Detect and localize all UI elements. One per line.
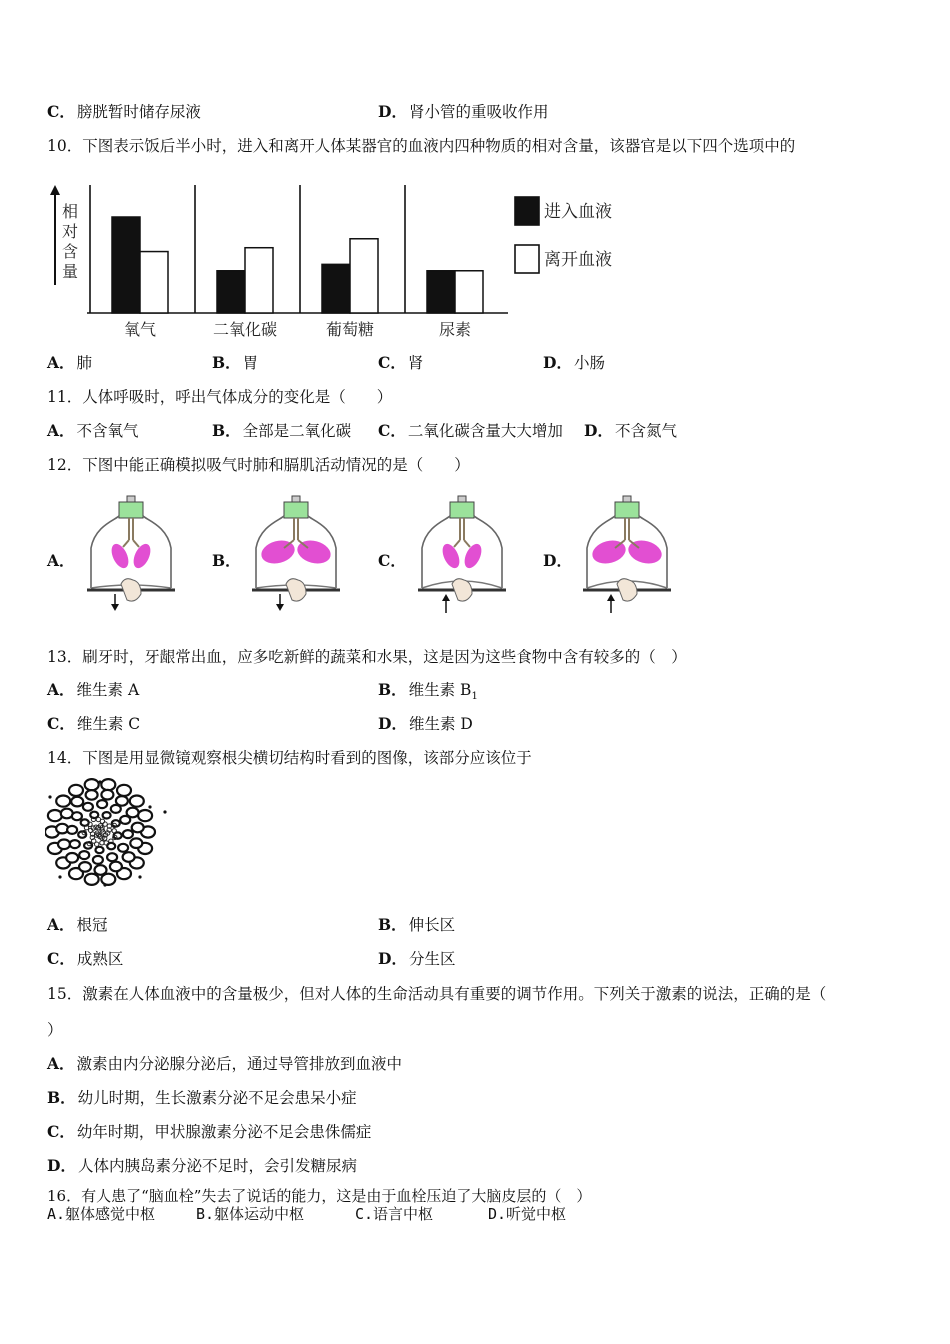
q11-stem: 11．人体呼吸时，呼出气体成分的变化是（ ） (47, 388, 393, 406)
q13-option-d: D． 维生素 D (378, 714, 473, 733)
q14-stem: 14．下图是用显微镜观察根尖横切结构时看到的图像，该部分应该位于 (47, 749, 532, 767)
trachea (460, 518, 464, 540)
hand (121, 579, 141, 601)
lung-left (108, 541, 132, 570)
trachea (625, 518, 629, 540)
vascular-cell (103, 822, 107, 826)
bar-leave-3 (455, 271, 483, 313)
cell (117, 785, 131, 796)
q11-option-a: A． 不含氧气 (47, 421, 139, 440)
lung-left (439, 541, 463, 570)
q10-bar-chart (40, 175, 640, 345)
q16-option-a: A.躯体感觉中枢 (47, 1205, 156, 1223)
cell (118, 844, 128, 852)
q10-option-c: C． 肾 (378, 353, 424, 372)
legend-swatch (515, 197, 539, 225)
cell (85, 874, 99, 885)
cell (107, 853, 117, 861)
tube-top (292, 496, 300, 502)
rubber-stopper (450, 502, 474, 518)
cell (130, 796, 144, 807)
y-axis-label-char: 含 (62, 242, 79, 261)
bar-enter-2 (322, 264, 350, 313)
y-axis-label (62, 202, 78, 281)
cell-fragment (103, 883, 106, 886)
hand (617, 579, 637, 601)
cell (67, 826, 77, 834)
q12-option-label: C． (378, 551, 406, 570)
cell (101, 790, 113, 800)
bronchi (454, 540, 470, 547)
arrow-down-head (276, 604, 284, 611)
cell (123, 852, 135, 862)
tube-top (458, 496, 466, 502)
cell (97, 800, 107, 808)
rubber-stopper (615, 502, 639, 518)
cell-fragment (58, 875, 61, 878)
cell (86, 790, 98, 800)
q16-option-d: D.听觉中枢 (488, 1205, 567, 1223)
bronchi (123, 540, 139, 547)
cell (72, 812, 82, 820)
bell-jar-model-d (581, 490, 681, 620)
category-label: 氧气 (123, 320, 157, 339)
y-axis-label-char: 对 (62, 222, 79, 241)
q15-option-b: B． 幼儿时期，生长激素分泌不足会患呆小症 (47, 1088, 357, 1107)
arrow-up-head (607, 594, 615, 601)
bell-jar (91, 516, 171, 588)
q9-option-d: D． 肾小管的重吸收作用 (378, 102, 549, 121)
cell (120, 816, 130, 824)
cell (110, 862, 122, 872)
cell (111, 805, 121, 813)
arrow-up-head (442, 594, 450, 601)
vascular-cell (112, 829, 116, 833)
q14-option-a: A． 根冠 (47, 915, 108, 934)
tube-top (127, 496, 135, 502)
q12-stem: 12．下图中能正确模拟吸气时肺和膈肌活动情况的是（ ） (47, 456, 470, 474)
cell (58, 840, 70, 850)
y-axis-label-char: 量 (62, 262, 79, 281)
q14-option-d: D． 分生区 (378, 949, 456, 968)
q13-stem: 13．刷牙时，牙龈常出血，应多吃新鲜的蔬菜和水果，这是因为这些食物中含有较多的（ ） (47, 648, 687, 666)
legend-label: 进入血液 (544, 202, 612, 222)
rubber-stopper (119, 502, 143, 518)
q9-option-c: C． 膀胱暂时储存尿液 (47, 102, 201, 121)
q15-stem-cont: ） (47, 1021, 63, 1039)
cell (71, 797, 83, 807)
q13-option-b: B． 维生素 $B_1$ (378, 680, 478, 703)
cell-fragment (98, 780, 101, 783)
q11-option-d: D． 不含氮气 (584, 421, 677, 440)
bar-enter-0 (112, 217, 140, 313)
cell (85, 779, 99, 790)
cell-fragment (138, 875, 141, 878)
lung-right (461, 541, 485, 570)
cell (101, 779, 115, 790)
legend-swatch (515, 245, 539, 273)
category-label: 二氧化碳 (212, 320, 278, 339)
category-label: 尿素 (438, 320, 472, 339)
q13-option-a: A． 维生素 A (47, 680, 140, 699)
cell (56, 796, 70, 807)
q14-option-b: B． 伸长区 (378, 915, 456, 934)
q15-option-c: C． 幼年时期，甲状腺激素分泌不足会患侏儒症 (47, 1122, 372, 1141)
y-axis-arrowhead (50, 185, 60, 195)
cell (130, 838, 142, 848)
vascular-cell (100, 841, 104, 845)
q16-option-b: B.躯体运动中枢 (196, 1205, 305, 1223)
lung-right (130, 541, 154, 570)
cell-fragment (163, 810, 166, 813)
legend-label: 离开血液 (544, 250, 612, 270)
q10-option-b: B． 胃 (212, 353, 259, 372)
bar-enter-3 (427, 271, 455, 313)
bar-leave-0 (140, 252, 168, 313)
cell (48, 810, 62, 821)
tube-top (623, 496, 631, 502)
cell (93, 856, 103, 864)
cell (79, 851, 89, 859)
bar-leave-2 (350, 239, 378, 313)
cell (70, 840, 80, 848)
bar-leave-1 (245, 248, 273, 313)
cell-fragment (148, 805, 151, 808)
cell (95, 865, 107, 875)
y-axis-label-char: 相 (62, 202, 79, 221)
q15-option-a: A． 激素由内分泌腺分泌后，通过导管排放到血液中 (47, 1054, 403, 1073)
category-label: 葡萄糖 (325, 320, 375, 339)
hand (452, 579, 472, 601)
q15-option-d: D． 人体内胰岛素分泌不足时，会引发糖尿病 (47, 1156, 357, 1175)
bell-jar-model-a (85, 490, 185, 620)
cell-fragment (48, 795, 51, 798)
root-tip-cross-section-image (45, 777, 175, 892)
q12-option-label: D． (543, 551, 572, 570)
cell (103, 812, 111, 818)
cell (69, 785, 83, 796)
q12-option-label: A． (47, 551, 75, 570)
bell-jar (422, 516, 502, 588)
q13-option-c: C． 维生素 C (47, 714, 141, 733)
cell (138, 810, 152, 821)
cell (79, 862, 91, 872)
q15-stem: 15．激素在人体血液中的含量极少，但对人体的生命活动具有重要的调节作用。下列关于激素的说法，正确的是（ (47, 985, 827, 1003)
q10-option-a: A． 肺 (47, 353, 93, 372)
cell (132, 823, 144, 833)
cell (66, 853, 78, 863)
q14-option-c: C． 成熟区 (47, 949, 124, 968)
chart-legend (515, 197, 612, 273)
arrow-down-head (111, 604, 119, 611)
trachea (129, 518, 133, 540)
bell-jar-model-b (250, 490, 350, 620)
cell (83, 803, 93, 811)
cell (123, 830, 133, 838)
q11-option-b: B． 全部是二氧化碳 (212, 421, 352, 440)
q11-option-c: C． 二氧化碳含量大大增加 (378, 421, 563, 440)
q10-option-d: D． 小肠 (543, 353, 605, 372)
q16-option-c: C.语言中枢 (355, 1205, 434, 1223)
q12-option-label: B． (212, 551, 241, 570)
bar-enter-1 (217, 271, 245, 313)
q16-stem: 16．有人患了“脑血栓”失去了说话的能力，这是由于血栓压迫了大脑皮层的（ ） (47, 1187, 592, 1205)
hand (286, 579, 306, 601)
bell-jar-model-c (416, 490, 516, 620)
rubber-stopper (284, 502, 308, 518)
q10-stem: 10．下图表示饭后半小时，进入和离开人体某器官的血液内四种物质的相对含量，该器官是以下四个选项中的 (47, 137, 796, 155)
cell (96, 847, 104, 853)
trachea (294, 518, 298, 540)
